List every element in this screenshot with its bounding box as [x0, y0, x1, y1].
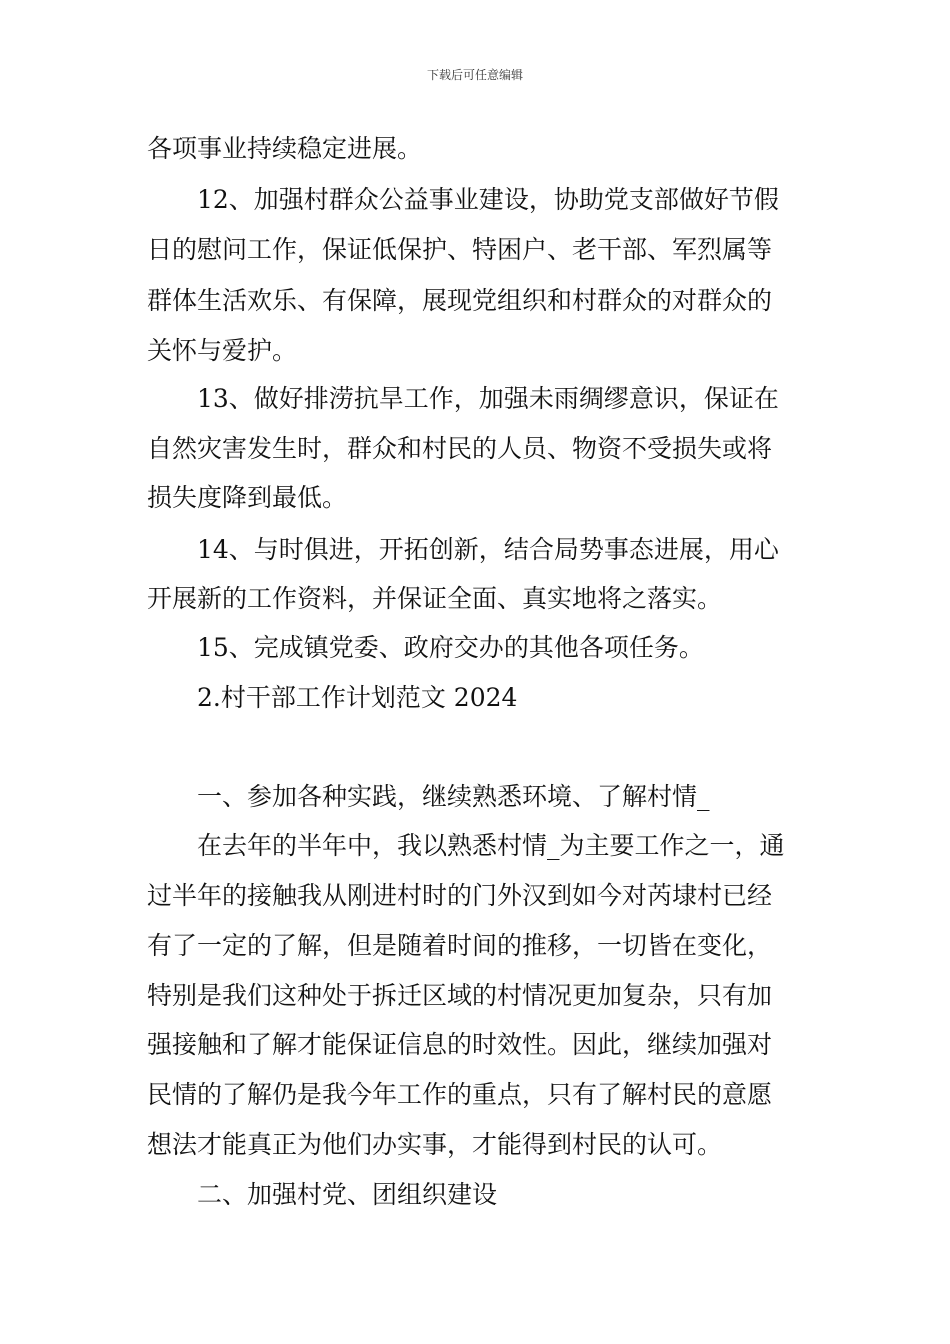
text-line: 自然灾害发生时，群众和村民的人员、物资不受损失或将	[147, 434, 773, 463]
text-line: 日的慰问工作，保证低保护、特困户、老干部、军烈属等	[147, 235, 773, 264]
text-line: 各项事业持续稳定进展。	[147, 134, 423, 163]
text-line: 13、做好排涝抗旱工作，加强未雨绸缪意识，保证在	[197, 384, 779, 413]
text-line: 民情的了解仍是我今年工作的重点，只有了解村民的意愿	[147, 1080, 773, 1109]
section-heading: 二、加强村党、团组织建设	[197, 1180, 498, 1209]
text-line: 14、与时俱进，开拓创新，结合局势事态进展，用心	[197, 535, 779, 564]
text-line: 12、加强村群众公益事业建设，协助党支部做好节假	[197, 185, 779, 214]
text-line: 群体生活欢乐、有保障，展现党组织和村群众的对群众的	[147, 286, 773, 315]
text-line: 开展新的工作资料，并保证全面、真实地将之落实。	[147, 584, 723, 613]
text-line: 强接触和了解才能保证信息的时效性。因此，继续加强对	[147, 1030, 773, 1059]
text-line: 15、完成镇党委、政府交办的其他各项任务。	[197, 633, 704, 662]
section-heading: 一、参加各种实践，继续熟悉环境、了解村情_	[197, 782, 710, 811]
text-line: 在去年的半年中，我以熟悉村情_为主要工作之一，通	[197, 831, 785, 860]
page-header: 下载后可任意编辑	[426, 68, 523, 82]
text-line: 过半年的接触我从刚进村时的门外汉到如今对芮埭村已经	[147, 881, 773, 910]
text-line: 想法才能真正为他们办实事，才能得到村民的认可。	[147, 1130, 723, 1159]
text-line: 特别是我们这种处于拆迁区域的村情况更加复杂，只有加	[147, 981, 773, 1010]
text-line: 损失度降到最低。	[147, 483, 348, 512]
section-heading: 2.村干部工作计划范文 2024	[197, 683, 518, 712]
text-line: 关怀与爱护。	[147, 336, 298, 365]
text-line: 有了一定的了解，但是随着时间的推移，一切皆在变化，	[147, 931, 773, 960]
